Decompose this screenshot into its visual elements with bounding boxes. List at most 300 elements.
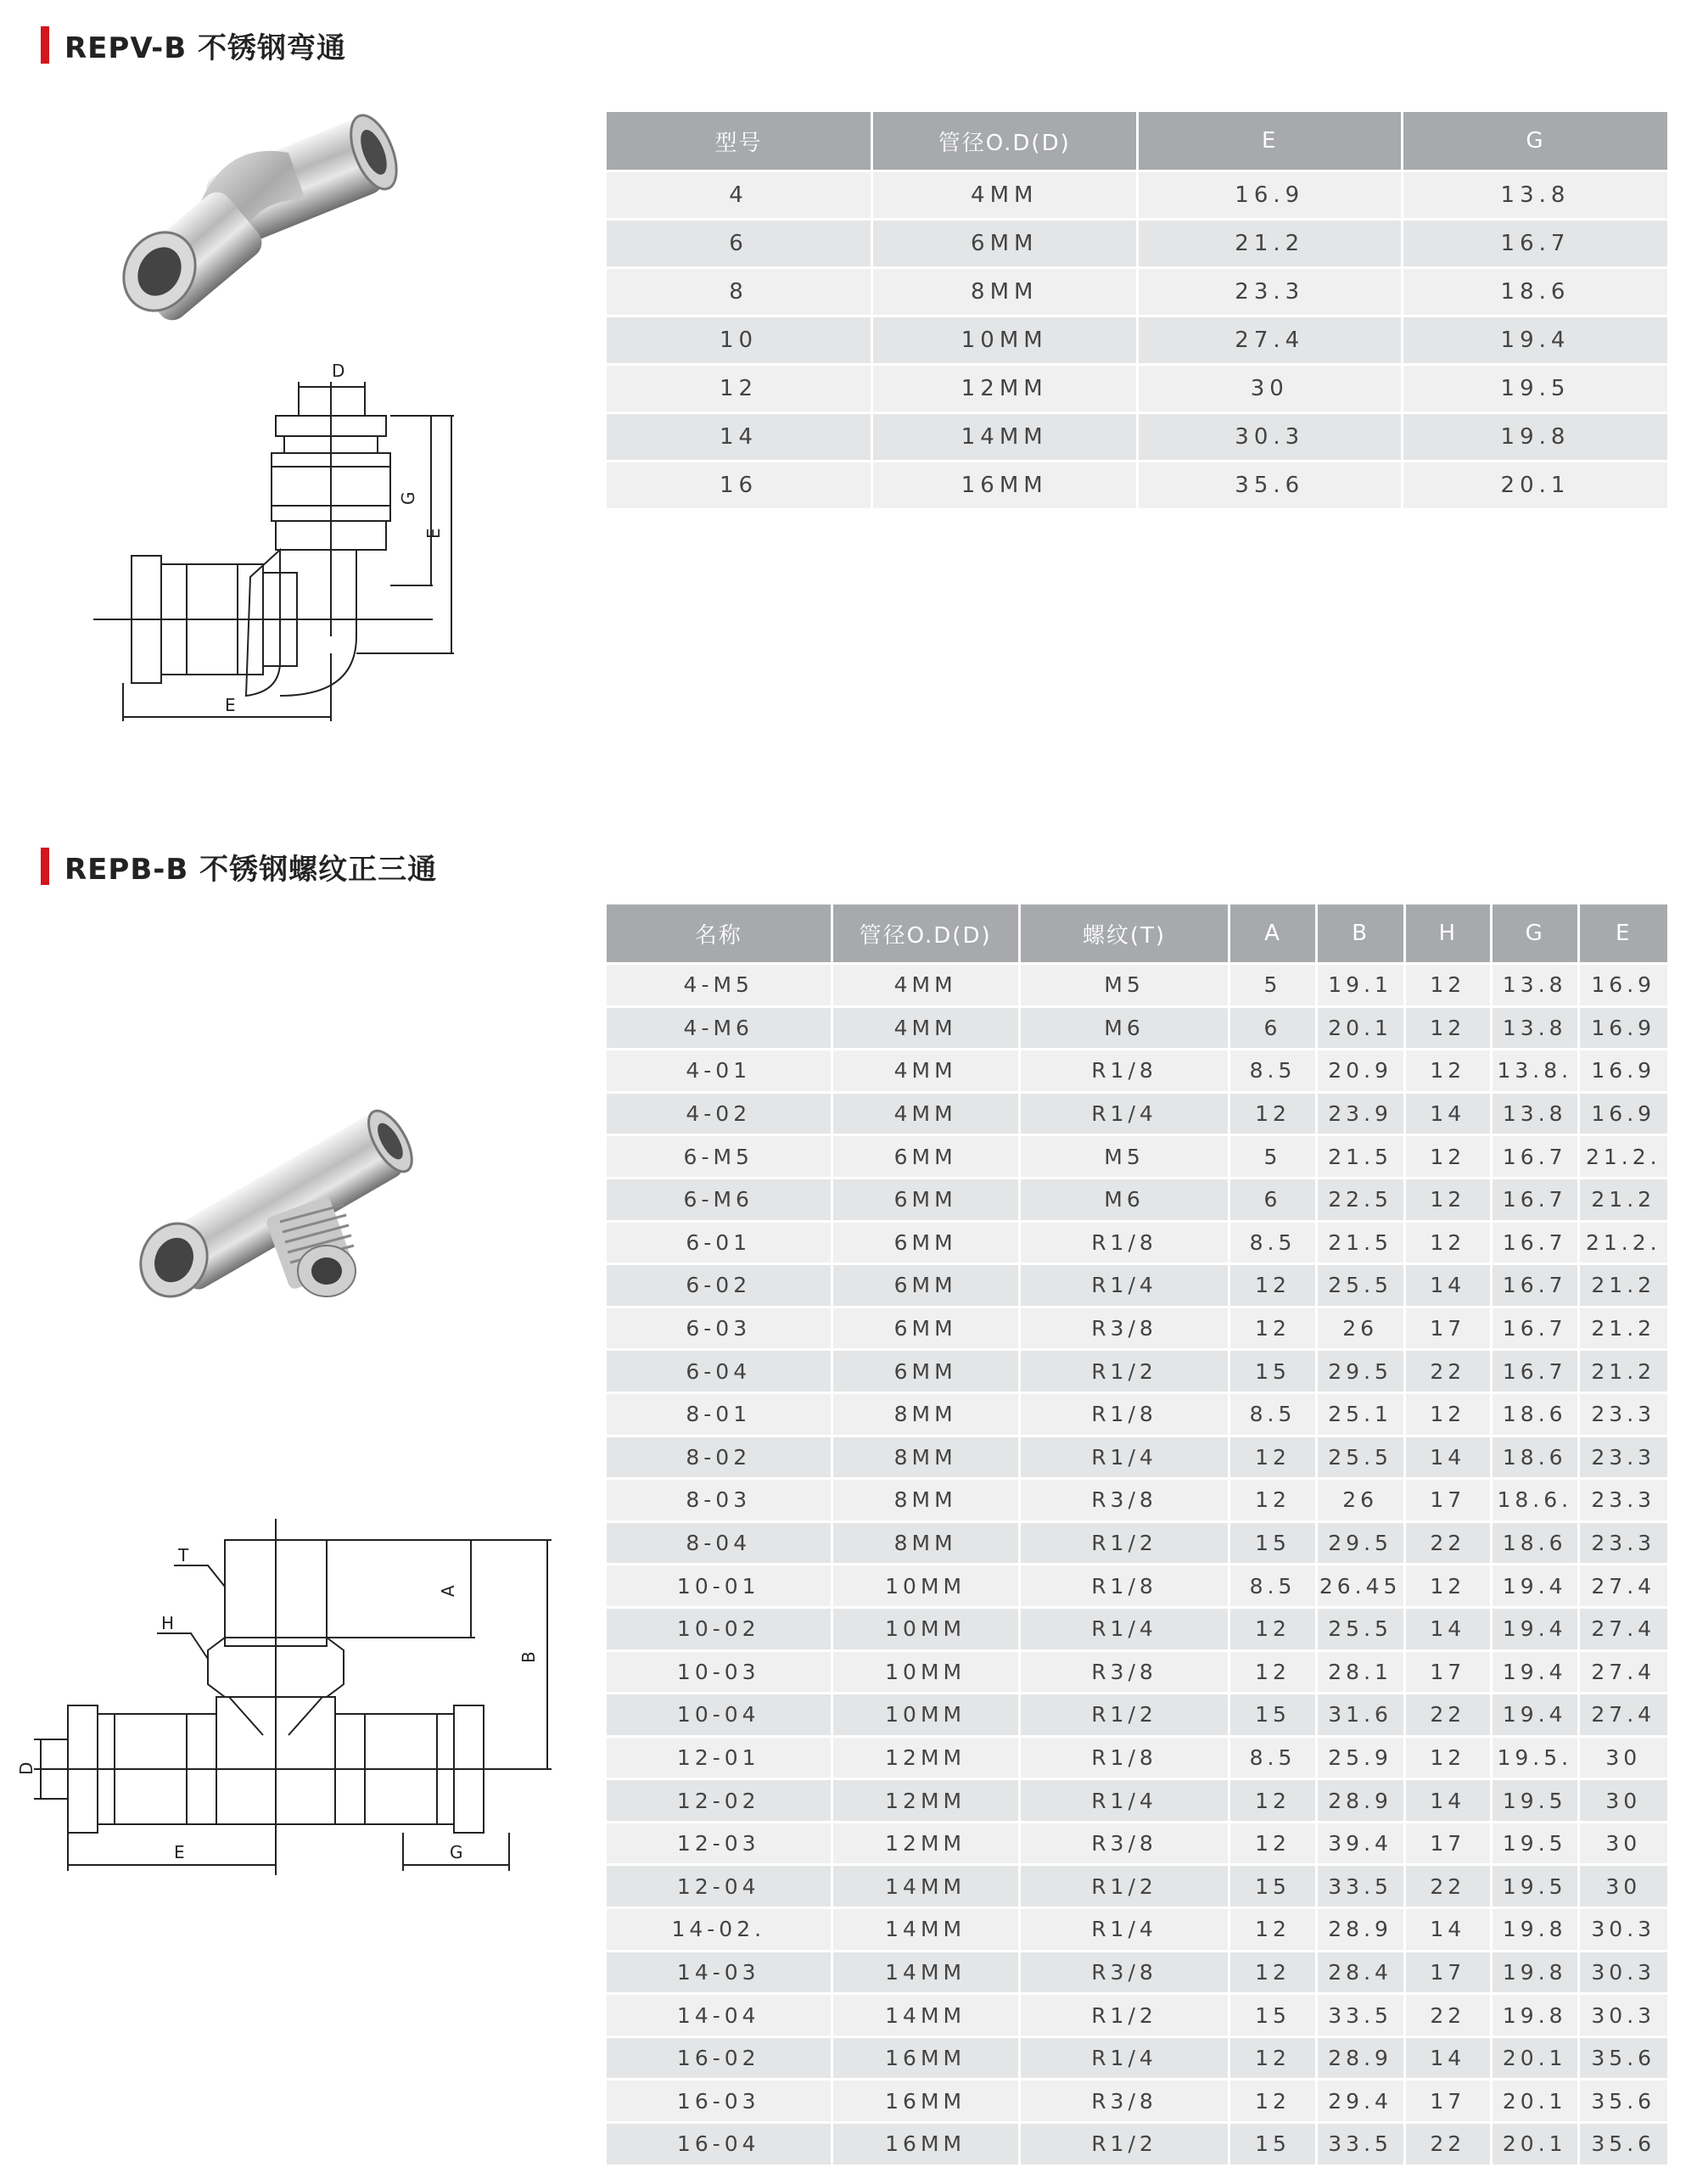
elbow-technical-drawing (76, 356, 501, 730)
table-cell: 4-01 (607, 1050, 832, 1093)
table-cell: 23.9 (1316, 1092, 1404, 1135)
table-cell: 19.4 (1492, 1650, 1579, 1694)
table-cell: 30.3 (1137, 413, 1403, 462)
table-cell: 12 (1404, 1135, 1492, 1179)
table-cell: 26.45 (1316, 1565, 1404, 1608)
table-cell: 12 (1404, 1392, 1492, 1436)
table-cell: 8MM (832, 1392, 1019, 1436)
table-cell: 19.5 (1492, 1822, 1579, 1865)
title-accent-bar (41, 26, 49, 64)
dim-label-d: D (17, 1761, 36, 1775)
table-cell: 21.2 (1578, 1350, 1667, 1393)
table-row (607, 1436, 1667, 1479)
table-cell: 4MM (832, 1006, 1019, 1050)
table-cell: 16.7 (1403, 220, 1668, 268)
table-cell: 4 (607, 171, 872, 220)
table-cell: 17 (1404, 2080, 1492, 2123)
table-row (607, 1479, 1667, 1522)
table-cell: 15 (1229, 1521, 1317, 1565)
table-cell: 23.3 (1578, 1479, 1667, 1522)
table-cell: 15 (1229, 1865, 1317, 1908)
table-cell: 25.9 (1316, 1736, 1404, 1779)
header-cell: G (1403, 112, 1668, 171)
table-cell: 31.6 (1316, 1694, 1404, 1737)
table-row (607, 1221, 1667, 1264)
table-cell: 23.3 (1137, 268, 1403, 316)
table-cell: 12 (1404, 1006, 1492, 1050)
table-cell: 10-02 (607, 1607, 832, 1650)
table-cell: 35.6 (1578, 2080, 1667, 2123)
table-cell: 15 (1229, 1694, 1317, 1737)
table-cell: R1/4 (1019, 1607, 1229, 1650)
table-cell: 14 (1404, 1436, 1492, 1479)
header-cell: 螺纹(T) (1019, 904, 1229, 964)
table-row (607, 316, 1667, 365)
table-row (607, 1736, 1667, 1779)
table-row (607, 1392, 1667, 1436)
table-row (607, 462, 1667, 509)
header-cell: H (1404, 904, 1492, 964)
table-cell: 14-03 (607, 1951, 832, 1994)
header-cell: 型号 (607, 112, 872, 171)
table-cell: 19.8 (1492, 1908, 1579, 1952)
table-cell: 17 (1404, 1479, 1492, 1522)
table-row (607, 1565, 1667, 1608)
table-cell: 12-04 (607, 1865, 832, 1908)
table-row (607, 1779, 1667, 1823)
table-cell: 12-01 (607, 1736, 832, 1779)
table-cell: 27.4 (1578, 1650, 1667, 1694)
table-cell: 16MM (832, 2123, 1019, 2164)
table-cell: 18.6 (1403, 268, 1668, 316)
table-cell: R1/8 (1019, 1392, 1229, 1436)
table-cell: 17 (1404, 1307, 1492, 1350)
table-cell: 30 (1578, 1736, 1667, 1779)
table-cell: 28.1 (1316, 1650, 1404, 1694)
table-row (607, 1307, 1667, 1350)
table-cell: 8MM (832, 1436, 1019, 1479)
table-cell: 18.6 (1492, 1521, 1579, 1565)
table-cell: 8-02 (607, 1436, 832, 1479)
table-cell: 4-02 (607, 1092, 832, 1135)
table-row (607, 2080, 1667, 2123)
table-cell: 12 (1229, 1951, 1317, 1994)
table-cell: M6 (1019, 1006, 1229, 1050)
table-cell: 22.5 (1316, 1178, 1404, 1221)
table-cell: 19.4 (1492, 1565, 1579, 1608)
table-row (607, 1178, 1667, 1221)
table-cell: 14 (1404, 1607, 1492, 1650)
table-cell: 8.5 (1229, 1565, 1317, 1608)
table-cell: M5 (1019, 964, 1229, 1007)
table-cell: R1/2 (1019, 2123, 1229, 2164)
dim-label-b: B (518, 1651, 539, 1663)
table-cell: 8MM (832, 1521, 1019, 1565)
table-cell: 30.3 (1578, 1908, 1667, 1952)
table-cell: 17 (1404, 1650, 1492, 1694)
table-row (607, 1694, 1667, 1737)
table-cell: 17 (1404, 1951, 1492, 1994)
table-cell: 30 (1137, 365, 1403, 413)
table-row (607, 1264, 1667, 1308)
table-cell: 16 (607, 462, 872, 509)
table-cell: 8MM (872, 268, 1138, 316)
table-cell: 8.5 (1229, 1050, 1317, 1093)
table-cell: 20.1 (1492, 2080, 1579, 2123)
table-cell: 14 (1404, 1908, 1492, 1952)
table-row (607, 2123, 1667, 2164)
table-cell: 5 (1229, 1135, 1317, 1179)
table-cell: R1/2 (1019, 1865, 1229, 1908)
table-row (607, 413, 1667, 462)
table-cell: 25.5 (1316, 1264, 1404, 1308)
table-cell: 22 (1404, 1994, 1492, 2037)
table-cell: R1/2 (1019, 1350, 1229, 1393)
table-cell: 4MM (832, 964, 1019, 1007)
table-cell: 8MM (832, 1479, 1019, 1522)
table-cell: 8-04 (607, 1521, 832, 1565)
tee-technical-drawing (17, 1502, 568, 1875)
table-row (607, 1350, 1667, 1393)
table-cell: 14 (1404, 2036, 1492, 2080)
dim-label-e-horizontal: E (225, 695, 236, 715)
table-cell: 23.3 (1578, 1436, 1667, 1479)
table-cell: 6-M6 (607, 1178, 832, 1221)
table-cell: 12 (1404, 1565, 1492, 1608)
table-cell: 16MM (832, 2036, 1019, 2080)
table-cell: R1/4 (1019, 1908, 1229, 1952)
table-cell: 27.4 (1578, 1694, 1667, 1737)
table-cell: 35.6 (1137, 462, 1403, 509)
table-cell: 25.5 (1316, 1436, 1404, 1479)
table-cell: R3/8 (1019, 1951, 1229, 1994)
table-cell: 14MM (832, 1908, 1019, 1952)
table-cell: 8 (607, 268, 872, 316)
table-cell: 12 (1404, 1736, 1492, 1779)
table-header-row (607, 112, 1667, 171)
table-cell: 12 (1404, 1178, 1492, 1221)
table-cell: 6MM (832, 1350, 1019, 1393)
table-cell: 10 (607, 316, 872, 365)
table-cell: 10MM (832, 1607, 1019, 1650)
table-cell: 12 (1229, 1908, 1317, 1952)
table-cell: 29.5 (1316, 1521, 1404, 1565)
table-cell: 6 (1229, 1006, 1317, 1050)
table-cell: 16.7 (1492, 1178, 1579, 1221)
table-cell: 39.4 (1316, 1822, 1404, 1865)
table-cell: 30 (1578, 1822, 1667, 1865)
table-cell: 12 (607, 365, 872, 413)
table-row (607, 1650, 1667, 1694)
table-cell: 15 (1229, 1994, 1317, 2037)
table-cell: 14MM (832, 1951, 1019, 1994)
table-cell: 27.4 (1578, 1607, 1667, 1650)
table-cell: 4-M5 (607, 964, 832, 1007)
table-cell: 8.5 (1229, 1736, 1317, 1779)
dim-label-g: G (398, 491, 418, 505)
table-cell: 26 (1316, 1307, 1404, 1350)
dim-label-e-vertical: E (423, 528, 444, 539)
table-cell: 12 (1229, 1822, 1317, 1865)
table-cell: 14MM (832, 1865, 1019, 1908)
table-row (607, 171, 1667, 220)
table-row (607, 1135, 1667, 1179)
table-cell: 8-03 (607, 1479, 832, 1522)
table-row (607, 1822, 1667, 1865)
table-cell: 6-02 (607, 1264, 832, 1308)
table-cell: 12 (1229, 2080, 1317, 2123)
table-cell: M5 (1019, 1135, 1229, 1179)
table-cell: R1/4 (1019, 1779, 1229, 1823)
table-cell: R1/2 (1019, 1694, 1229, 1737)
table-cell: 12MM (832, 1736, 1019, 1779)
table-row (607, 1865, 1667, 1908)
table-cell: 14MM (872, 413, 1138, 462)
table-cell: 12MM (872, 365, 1138, 413)
table-cell: 16.9 (1578, 1006, 1667, 1050)
table-header-row (607, 904, 1667, 964)
table-cell: 14 (607, 413, 872, 462)
tee-fitting-photo (127, 1078, 433, 1332)
table-cell: R3/8 (1019, 1479, 1229, 1522)
table-row (607, 2036, 1667, 2080)
table-cell: 13.8 (1492, 1092, 1579, 1135)
table-cell: R3/8 (1019, 2080, 1229, 2123)
table-body (607, 171, 1667, 509)
table-cell: 12 (1229, 1479, 1317, 1522)
table-cell: R1/4 (1019, 2036, 1229, 2080)
table-cell: 16.7 (1492, 1264, 1579, 1308)
header-cell: E (1578, 904, 1667, 964)
table-row (607, 964, 1667, 1007)
table-cell: 20.1 (1316, 1006, 1404, 1050)
table-cell: 16.9 (1578, 964, 1667, 1007)
table-cell: 6-M5 (607, 1135, 832, 1179)
table-cell: 16.7 (1492, 1221, 1579, 1264)
table-cell: 10-01 (607, 1565, 832, 1608)
table-cell: 12 (1229, 1650, 1317, 1694)
table-row (607, 1092, 1667, 1135)
table-cell: 33.5 (1316, 1994, 1404, 2037)
table-cell: 6MM (832, 1221, 1019, 1264)
table-cell: 30.3 (1578, 1994, 1667, 2037)
dim-label-h: H (161, 1613, 175, 1633)
table-cell: 6 (1229, 1178, 1317, 1221)
table-row (607, 1951, 1667, 1994)
table-cell: 12-02 (607, 1779, 832, 1823)
table-cell: 13.8 (1403, 171, 1668, 220)
table-cell: 30 (1578, 1779, 1667, 1823)
section-title-text: REPB-B 不锈钢螺纹正三通 (64, 852, 438, 887)
dim-label-d: D (332, 361, 345, 381)
table-cell: 13.8. (1492, 1050, 1579, 1093)
header-cell: B (1316, 904, 1404, 964)
table-cell: 29.5 (1316, 1350, 1404, 1393)
table-cell: 16.9 (1578, 1050, 1667, 1093)
table-cell: 6-03 (607, 1307, 832, 1350)
table-cell: 8.5 (1229, 1392, 1317, 1436)
table-cell: 4-M6 (607, 1006, 832, 1050)
table-cell: 19.4 (1492, 1607, 1579, 1650)
table-cell: 6-01 (607, 1221, 832, 1264)
table-cell: 20.1 (1492, 2123, 1579, 2164)
table-row (607, 1607, 1667, 1650)
table-cell: 14MM (832, 1994, 1019, 2037)
header-cell: E (1137, 112, 1403, 171)
header-cell: A (1229, 904, 1317, 964)
table-cell: 18.6 (1492, 1436, 1579, 1479)
table-cell: 28.9 (1316, 1908, 1404, 1952)
table-cell: 10MM (832, 1694, 1019, 1737)
table-cell: 15 (1229, 2123, 1317, 2164)
table-cell: 14-04 (607, 1994, 832, 2037)
table-cell: 6MM (872, 220, 1138, 268)
table-cell: 19.8 (1403, 413, 1668, 462)
table-row (607, 365, 1667, 413)
table-cell: 12 (1229, 1092, 1317, 1135)
table-cell: 16.9 (1578, 1092, 1667, 1135)
table-cell: 13.8 (1492, 964, 1579, 1007)
table-cell: 14 (1404, 1779, 1492, 1823)
table-cell: 12 (1229, 2036, 1317, 2080)
table-cell: R1/8 (1019, 1736, 1229, 1779)
table-row (607, 1050, 1667, 1093)
table-cell: 18.6 (1492, 1392, 1579, 1436)
table-cell: 6MM (832, 1264, 1019, 1308)
table-cell: 16.7 (1492, 1350, 1579, 1393)
table-cell: 17 (1404, 1822, 1492, 1865)
table-cell: 19.5 (1403, 365, 1668, 413)
table-cell: 26 (1316, 1479, 1404, 1522)
table-cell: 12 (1229, 1436, 1317, 1479)
table-cell: 28.4 (1316, 1951, 1404, 1994)
dim-label-a: A (438, 1585, 458, 1597)
table-cell: 6 (607, 220, 872, 268)
table-row (607, 1994, 1667, 2037)
section-title-text: REPV-B 不锈钢弯通 (64, 31, 347, 65)
table-cell: 5 (1229, 964, 1317, 1007)
table-cell: 12-03 (607, 1822, 832, 1865)
table-cell: 21.2 (1578, 1178, 1667, 1221)
table-cell: 16MM (832, 2080, 1019, 2123)
table-cell: R1/4 (1019, 1092, 1229, 1135)
table-row (607, 220, 1667, 268)
table-cell: 21.2. (1578, 1221, 1667, 1264)
table-cell: 4MM (872, 171, 1138, 220)
title-accent-bar (41, 848, 49, 885)
table-cell: 27.4 (1578, 1565, 1667, 1608)
table-cell: 10-04 (607, 1694, 832, 1737)
table-cell: R1/8 (1019, 1050, 1229, 1093)
table-cell: 22 (1404, 1865, 1492, 1908)
table-cell: 19.1 (1316, 964, 1404, 1007)
table-cell: 8-01 (607, 1392, 832, 1436)
table-cell: 21.2. (1578, 1135, 1667, 1179)
table-cell: 21.2 (1137, 220, 1403, 268)
table-cell: 30 (1578, 1865, 1667, 1908)
table-cell: M6 (1019, 1178, 1229, 1221)
table-cell: 33.5 (1316, 2123, 1404, 2164)
table-cell: 12 (1229, 1779, 1317, 1823)
header-cell: 名称 (607, 904, 832, 964)
table-cell: 12 (1229, 1264, 1317, 1308)
section-title-repv-b (41, 25, 346, 64)
table-cell: 12 (1404, 1050, 1492, 1093)
table-cell: 16-03 (607, 2080, 832, 2123)
table-cell: 14 (1404, 1264, 1492, 1308)
table-cell: R1/2 (1019, 1521, 1229, 1565)
repv-b-spec-table (607, 112, 1667, 508)
elbow-fitting-photo (93, 106, 450, 327)
table-cell: 28.9 (1316, 1779, 1404, 1823)
table-cell: R1/8 (1019, 1565, 1229, 1608)
table-cell: 16-04 (607, 2123, 832, 2164)
table-cell: 16-02 (607, 2036, 832, 2080)
table-cell: 33.5 (1316, 1865, 1404, 1908)
table-cell: R3/8 (1019, 1307, 1229, 1350)
dim-label-e: E (174, 1842, 185, 1862)
table-cell: 21.5 (1316, 1221, 1404, 1264)
table-cell: R3/8 (1019, 1822, 1229, 1865)
table-cell: 16.7 (1492, 1135, 1579, 1179)
table-cell: 8.5 (1229, 1221, 1317, 1264)
table-cell: 27.4 (1137, 316, 1403, 365)
table-cell: 12 (1404, 964, 1492, 1007)
table-cell: 29.4 (1316, 2080, 1404, 2123)
table-cell: 22 (1404, 1521, 1492, 1565)
table-cell: 35.6 (1578, 2123, 1667, 2164)
table-cell: 21.2 (1578, 1264, 1667, 1308)
dim-label-t: T (178, 1545, 189, 1565)
table-cell: 12 (1404, 1221, 1492, 1264)
table-cell: 18.6. (1492, 1479, 1579, 1522)
table-cell: 13.8 (1492, 1006, 1579, 1050)
table-cell: 10-03 (607, 1650, 832, 1694)
table-cell: 19.8 (1492, 1951, 1579, 1994)
section-title-repb-b (41, 847, 437, 886)
table-cell: 20.1 (1403, 462, 1668, 509)
table-cell: 6-04 (607, 1350, 832, 1393)
repb-b-spec-table (607, 904, 1667, 2164)
table-cell: 25.1 (1316, 1392, 1404, 1436)
table-row (607, 1908, 1667, 1952)
dim-label-g: G (450, 1842, 463, 1862)
table-cell: 12 (1229, 1607, 1317, 1650)
header-cell: G (1492, 904, 1579, 964)
table-cell: 19.5 (1492, 1779, 1579, 1823)
table-cell: 21.2 (1578, 1307, 1667, 1350)
table-body (607, 964, 1667, 2164)
header-cell: 管径O.D(D) (832, 904, 1019, 964)
table-cell: 4MM (832, 1092, 1019, 1135)
table-cell: 28.9 (1316, 2036, 1404, 2080)
table-cell: 23.3 (1578, 1521, 1667, 1565)
table-cell: 16.9 (1137, 171, 1403, 220)
table-cell: 30.3 (1578, 1951, 1667, 1994)
table-cell: 14 (1404, 1092, 1492, 1135)
table-cell: 6MM (832, 1307, 1019, 1350)
table-cell: 4MM (832, 1050, 1019, 1093)
table-cell: 10MM (872, 316, 1138, 365)
table-cell: R1/4 (1019, 1436, 1229, 1479)
table-cell: 22 (1404, 1350, 1492, 1393)
header-cell: 管径O.D(D) (872, 112, 1138, 171)
table-cell: 16.7 (1492, 1307, 1579, 1350)
table-cell: R1/2 (1019, 1994, 1229, 2037)
table-cell: 19.8 (1492, 1994, 1579, 2037)
table-cell: 14-02. (607, 1908, 832, 1952)
table-cell: R3/8 (1019, 1650, 1229, 1694)
